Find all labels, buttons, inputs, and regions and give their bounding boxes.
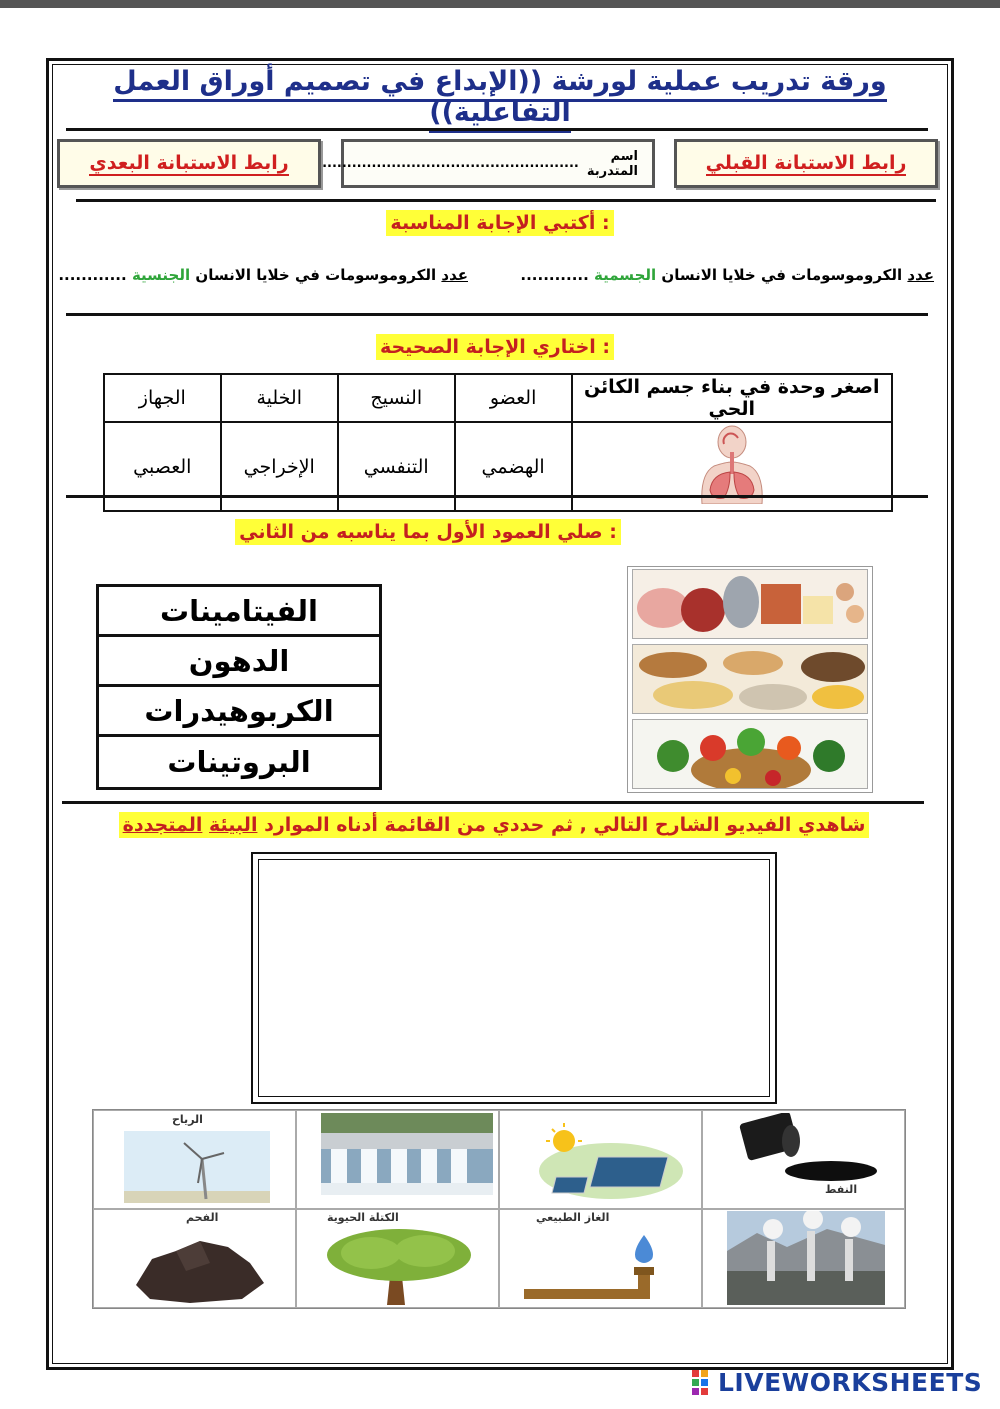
trainee-name-label: اسم المتدربة [586,148,638,179]
resource-label: النفط [825,1183,858,1196]
divider [66,128,928,131]
resource-biomass[interactable] [296,1208,499,1308]
section3-heading: صلي العمود الأول بما يناسبه من الثاني : [235,519,621,545]
liveworksheets-logo [692,1368,982,1397]
mc-option[interactable]: العضو [455,374,572,422]
divider [66,313,928,316]
carb-foods-image[interactable] [632,644,868,714]
resource-label: الرياح [172,1113,203,1126]
question-somatic: عدد الكروموسومات في خلايا الانسان الجسمية ............ [520,266,934,284]
answer-sex[interactable]: ............ [58,266,127,284]
resource-label: الفحم [186,1211,219,1224]
pre-survey-link[interactable]: رابط الاستبانة القبلي [674,139,938,188]
resource-factory[interactable] [702,1208,905,1308]
mc-question: اصغر وحدة في بناء جسم الكائن الحي [572,374,893,422]
divider [62,801,924,804]
divider [76,199,936,202]
nutrient-word[interactable]: الكربوهيدرات [99,687,379,737]
mc-option[interactable]: العصبي [104,422,221,511]
mc-option[interactable]: الإخراجي [221,422,338,511]
nutrient-word[interactable]: الدهون [99,637,379,687]
section1-heading: أكتبي الإجابة المناسبة : [386,210,613,236]
top-bar [0,0,1000,8]
post-survey-link[interactable]: رابط الاستبانة البعدي [57,139,321,188]
resource-hydro[interactable] [296,1110,499,1210]
trainee-name-dots: .................................................... [322,156,579,171]
divider [66,495,928,498]
mc-option[interactable]: الجهاز [104,374,221,422]
answer-somatic[interactable]: ............ [520,266,589,284]
resource-oil[interactable] [702,1110,905,1210]
resource-solar[interactable] [499,1110,702,1210]
food-images [627,566,873,793]
resource-wind[interactable] [93,1110,296,1210]
multiple-choice-table [103,373,893,512]
nutrient-word[interactable]: الفيتامينات [99,587,379,637]
resources-grid [92,1109,906,1309]
vegetable-foods-image[interactable] [632,719,868,789]
mc-option[interactable]: التنفسي [338,422,455,511]
mc-option[interactable]: الهضمي [455,422,572,511]
resource-coal[interactable] [93,1208,296,1308]
question-sex: عدد الكروموسومات في خلايا الانسان الجنسية ............ [58,266,468,284]
protein-foods-image[interactable] [632,569,868,639]
liveworksheets-logo-icon [692,1370,718,1396]
resource-natural-gas[interactable] [499,1208,702,1308]
nutrient-list [96,584,382,790]
video-placeholder[interactable] [251,852,777,1104]
page-title: ورقة تدريب عملية لورشة ((الإبداع في تصميم أوراق العمل التفاعلية)) [70,66,930,128]
mc-option[interactable]: الخلية [221,374,338,422]
nutrient-word[interactable]: البروتينات [167,745,311,779]
mc-option[interactable]: النسيج [338,374,455,422]
section2-heading: اختاري الإجابة الصحيحة : [376,334,614,360]
resource-label: الغاز الطبيعي [536,1211,610,1224]
section4-heading: شاهدي الفيديو الشارح التالي , ثم حددي من القائمة أدناه الموارد البيئة المتجددة [119,812,870,838]
brand-text: LIVEWORKSHEETS [718,1368,983,1397]
trainee-name-box[interactable] [322,139,655,188]
resource-label: الكتلة الحيوية [327,1211,399,1224]
